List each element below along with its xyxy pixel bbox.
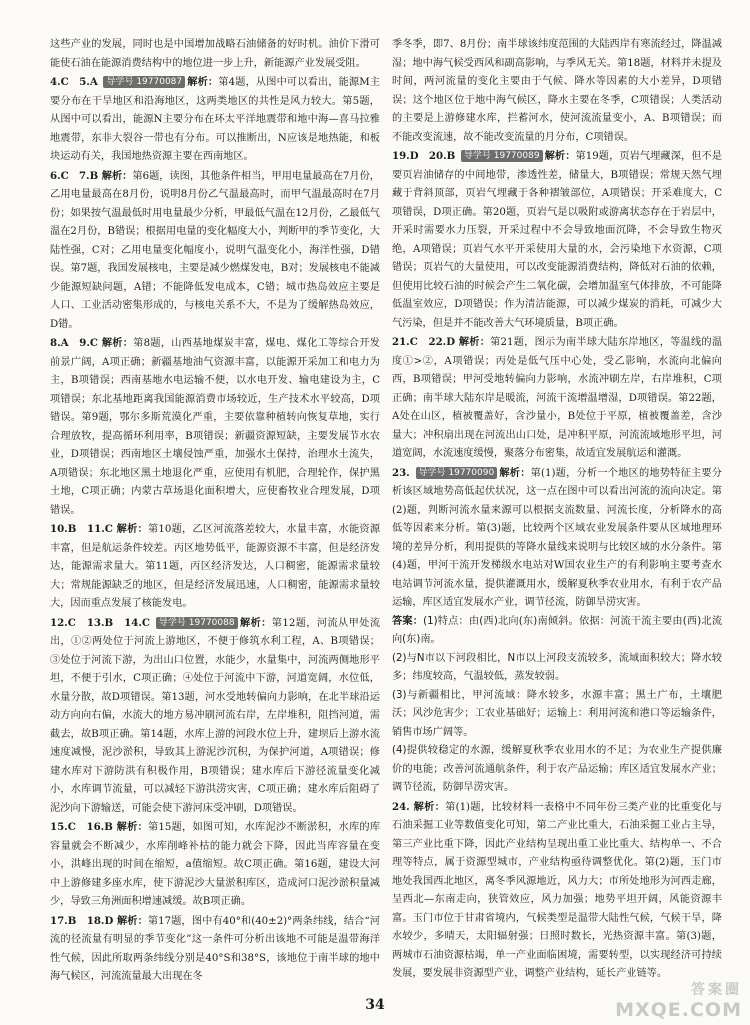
question-item xyxy=(50,520,380,614)
analysis-label: 解析： xyxy=(116,523,148,535)
question-item xyxy=(392,798,722,984)
question-number: 8.A 9.C xyxy=(50,337,102,349)
question-item xyxy=(50,73,380,167)
question-item xyxy=(392,36,722,147)
answer-block xyxy=(392,613,722,798)
guide-number-tag: 导学号 19770087 xyxy=(103,76,185,88)
analysis-text: 第17题，图中有40°和(40±2)°两条纬线，结合“河流的径流量有明显的季节变化”这一条件可分析出该地不可能是温带海洋性气候，因此所取两条纬线分别是40°S和38°S，该地位于南半球的地中海气候区，河流流量最大出现在冬 xyxy=(50,915,380,982)
question-number: 4.C 5.A xyxy=(50,76,102,88)
answer-line xyxy=(392,650,722,687)
question-number: 23. xyxy=(392,466,414,479)
question-item xyxy=(392,147,722,333)
watermark-site: MXQE.COM xyxy=(615,999,742,1021)
question-item xyxy=(50,818,380,912)
analysis-text: 第(1)题，比较材料一表格中不同年份三类产业的比重变化与石油采掘工业等数值变化可知，第二产业比重大，石油采掘工业占主导，第三产业比重下降，因此产业结构呈现出重工业比重大、结构单一、不合理等特点，属于资源型城市，产业结构亟待调整优化。第(2)题，玉门市地处我国西北地区，离冬季风源地近，风力大；市所处地形为河西走廊，呈西北—东南走向，狭管效应，风力加强；地势平坦开阔，风能资源丰富。玉门市位于甘肃省境内，气候类型是温带大陆性气候，气候干旱，降水较少，多晴天，太阳辐射强；日照时数长，光热资源丰富。第(3)题，两城市石油资源枯竭，单一产业面临困境，需要转型，以实现经济可持续发展，要发展非资源型产业，调整产业结构，延长产业链等。 xyxy=(392,801,722,979)
answer-line xyxy=(392,687,722,743)
analysis-text: 这些产业的发展，同时也是中国增加战略石油储备的好时机。油价下滑可能使石油在能源消费结构中的地位进一步上升，新能源产业发展受阻。 xyxy=(50,39,380,69)
analysis-label: 解析： xyxy=(544,150,576,162)
guide-number-tag: 导学号 19770088 xyxy=(156,617,238,629)
analysis-text: 第10题，乙区河流落差较大，水量丰富，水能资源丰富，但是航运条件较差。丙区地势低平，能源资源不丰富，但是经济发达，能源需求量大。第11题，丙区经济发达，人口稠密，能源需求量较大；常规能源缺乏的地区，但是经济发展迅速，人口稠密，能源需求量较大，因而重点发展了核能发电。 xyxy=(50,524,381,609)
analysis-label: 解析： xyxy=(116,821,148,833)
answer-label: 答案： xyxy=(392,615,424,627)
answer-line xyxy=(392,613,722,650)
answer-text: (1)特点：由(西)北向(东)南倾斜。依据：河流干流主要由(西)北流向(东)南。 xyxy=(392,615,723,645)
question-item xyxy=(50,36,380,73)
guide-number-tag: 导学号 19770089 xyxy=(461,150,543,162)
analysis-text: 第(1)题，分析一个地区的地势特征主要分析该区域地势高低起伏状况，这一点在图中可以看出河流的流向决定。第(2)题，判断河流水量来源可以根据支流数量、河流长度，分析降水的高低等因素来分析。第(3)题，比较两个区域农业发展条件要从区域地理环境的差异分析，利用提供的等降水量线来说明与比较区域的水分条件。第(4)题，甲河干流开发梯级水电站对W国农业生产的有利影响主要考查水电站调节河流水量，提供灌溉用水，缓解夏秋季农业用水，有利于农产品运输，库区适宜发展水产业，调节径流，防御旱涝灾害。 xyxy=(392,467,722,608)
analysis-text: 第15题，如图可知，水库泥沙不断淤积，水库的库容量就会不断减少，水库削峰补枯的能力就会下降，因此当库容量在变小，洪峰出现的时间在缩短，a值缩短。故C项正确。第16题，建设大河中上游修建多座水库，使下游泥沙大量淤积库区，造成河口泥沙淤积量减少，导致三角洲面积增速减缓。故B项正确。 xyxy=(50,822,381,907)
analysis-label: 解析： xyxy=(116,914,148,927)
question-item xyxy=(50,912,380,987)
guide-number-tag: 导学号 19770090 xyxy=(416,467,498,479)
question-item xyxy=(50,614,380,819)
question-number: 19.D 20.B xyxy=(392,150,459,162)
analysis-text: 第4题，从图中可以看出，能源M主要分布在干旱地区和沿海地区，这两类地区的共性是风力较大。第5题，从图中可以看出，能源N主要分布在环太平洋地震带和地中海—喜马拉雅地震带，东非大裂谷一带也有分布。可以推断出，N应该是地热能，和板块运动有关，我国地热资源主要在西南地区。 xyxy=(50,77,380,162)
analysis-label: 解析： xyxy=(101,337,134,349)
analysis-text: 第19题，页岩气埋藏深，但不是要页岩油储存的中间地带，渗透性差，储量大，B项错误；常规天然气埋藏于背斜顶部，页岩气埋藏于各种褶皱部位，A项错误；开采难度大，C项错误，D项正确。第20题，页岩气是以吸附或游离状态存在于岩层中，开采时需要水力压裂，开采过程中不会导致地面沉降，不会导致生物灭绝，A项错误；页岩气水平开采使用大量的水，会污染地下水资源，C项错误；页岩气的大量使用，可以改变能源消费结构，降低对石油的依赖，但使用比较石油的时候会产生二氧化碳，会增加温室气体排放，不可能降低温室效应，D项错误；作为清洁能源，可以减少煤炭的消耗，可减少大气污染，但是并不能改善大气环境质量，B项正确。 xyxy=(392,151,722,329)
analysis-text: 季冬季，即7、8月份；南半球该纬度范围的大陆西岸有寒流经过，降温减湿；地中海气候受西风和副高影响，与季风无关。第18题，材料并未提及时间，两河流量的变化主要由于气候、降水等因素的大小差异，D项错误；这个地区位于地中海气候区，降水主要在冬季，C项错误；人类活动的主要是上游修建水库，拦蓄河水，使河流流量变小，A、B项错误；而不能改变流速，故不能改变流量的月分布，C项错误。 xyxy=(392,39,722,143)
question-number: 17.B 18.D xyxy=(50,914,117,927)
watermark-logo xyxy=(615,979,742,1021)
analysis-label: 解析： xyxy=(239,616,272,629)
answer-line xyxy=(392,742,722,798)
question-item xyxy=(392,333,722,464)
question-number: 24. xyxy=(392,800,414,813)
question-item xyxy=(392,464,722,613)
analysis-text: 第6题，读图，其他条件相当，甲用电量最高在7月份，乙用电量最高在8月份，说明8月份乙气温最高时，而甲气温最高时在7月份；如果按气温最低时用电量最少分析，甲最低气温在12月份，乙最低气温在2月份，B错误；根据用电量的变化幅度大小，判断甲的季节变化，大陆性强，C对；乙用电量变化幅度小，说明气温变化小，海洋性强，D错误。第7题，我国发展核电，主要是减少燃煤发电，B对；发展核电不能减少能源短缺问题，A错；不能降低发电成本，C错；城市热岛效应主要是人口、工业活动密集形成的，与核电关系不大，不是为了缓解热岛效应，D错。 xyxy=(50,170,380,330)
left-column xyxy=(50,36,380,987)
answer-text: (4)提供较稳定的水源，缓解夏秋季农业用水的不足；为农业生产提供廉价的电能；改善河流通航条件，利于农产品运输；库区适宜发展水产业；调节径流，防御旱涝灾害。 xyxy=(392,745,722,793)
analysis-text: 第12题，河流从甲处流出，①②两处位于河流上游地区，不便于修筑水利工程，A、B项错误；③处位于河流下游，为出山口位置，水能少，水量集中，河流两侧地形平坦，不便于引水，C项正确；④处位于河流中下游，河道宽阔，水位低，水量分散，故D项错误。第13题，河水受地转偏向力影响，在北半球沿运动方向向右偏，水流大的地方易冲刷河流右岸，左岸堆积，阻挡河道，需截去，故B项正确。第14题，水库上游的河段水位上升，建坝后上游水流速度减慢，泥沙淤积，导致其上游泥沙沉积，为保护河道，A项错误；修建水库对下游防洪有积极作用，B项错误；建水库后下游径流量变化减小，水库调节流量，可以减轻下游洪涝灾害，C项正确；建水库后阻碍了泥沙向下游输送，可能会使下游河床受冲刷，D项错误。 xyxy=(50,617,381,814)
page-number: 34 xyxy=(365,997,385,1013)
question-number: 12.C 13.B 14.C xyxy=(50,616,154,629)
answer-text: (2)与N市以下河段相比，N市以上河段支流较多，流域面积较大；降水较多；纬度较高，气温较低，蒸发较弱。 xyxy=(392,652,722,682)
analysis-text: 第21题，图示为南半球大陆东岸地区，等温线的温度①>②，A项错误；丙处是低气压中心处，受乙影响，水流向北偏向西，B项错误；甲河受地转偏向力影响，水流冲刷左岸，右岸堆积，C项正确；南半球大陆东岸是暖流，河流干流增温增湿，D项错误。第22题，A处在山区，植被覆盖好，含沙量小，B处位于平原，植被覆盖差，含沙量大；冲积扇出现在河流出山口处，是冲积平原，河流流域地形平坦，河道宽阔，水流速度缓慢，聚落分布密集，故适宜发展航运和灌溉。 xyxy=(392,337,723,459)
question-item xyxy=(50,167,380,335)
question-number: 15.C 16.B xyxy=(50,821,117,833)
analysis-text: 第8题，山西基地煤炭丰富，煤电、煤化工等综合开发前景广阔，A项正确；新疆基地油气资源丰富，以能源开采加工和电力为主，B项错误；西南基地水电运输不便，以水电开发、输电建设为主，C项错误；东北基地距离我国能源消费市场较近，生产技术水平较高，D项错误。第9题，鄂尔多斯荒漠化严重，主要依靠种植转向恢复草地，实行合理放牧，提高循环利用率，B项错误；新疆资源短缺，主要发展节水农业，D项错误；西南地区土壤侵蚀严重，加强水土保持，治理水土流失，A项错误；东北地区黑土地退化严重，应使用有机肥，合理轮作，保护黑土地，C项正确；内蒙古草场退化面积增大，应使畜牧业合理发展，D项错误。 xyxy=(50,338,380,516)
question-item xyxy=(50,334,380,520)
analysis-label: 解析： xyxy=(458,336,491,348)
analysis-label: 解析： xyxy=(499,466,531,479)
question-number: 6.C 7.B xyxy=(50,169,102,182)
analysis-label: 解析： xyxy=(413,800,446,813)
question-number: 10.B 11.C xyxy=(50,523,117,535)
analysis-label: 解析： xyxy=(187,76,219,88)
watermark-logo-text: 答案圈 xyxy=(691,982,742,998)
analysis-label: 解析： xyxy=(101,169,133,182)
question-number: 21.C 22.D xyxy=(392,336,459,348)
answer-text: (3)与新疆相比，甲河流域：降水较多，水源丰富；黑土广布，土壤肥沃；风沙危害少；工农业基础好；运输上：利用河流和港口等运输条件，销售市场广阔等。 xyxy=(392,689,722,738)
right-column xyxy=(392,36,722,984)
